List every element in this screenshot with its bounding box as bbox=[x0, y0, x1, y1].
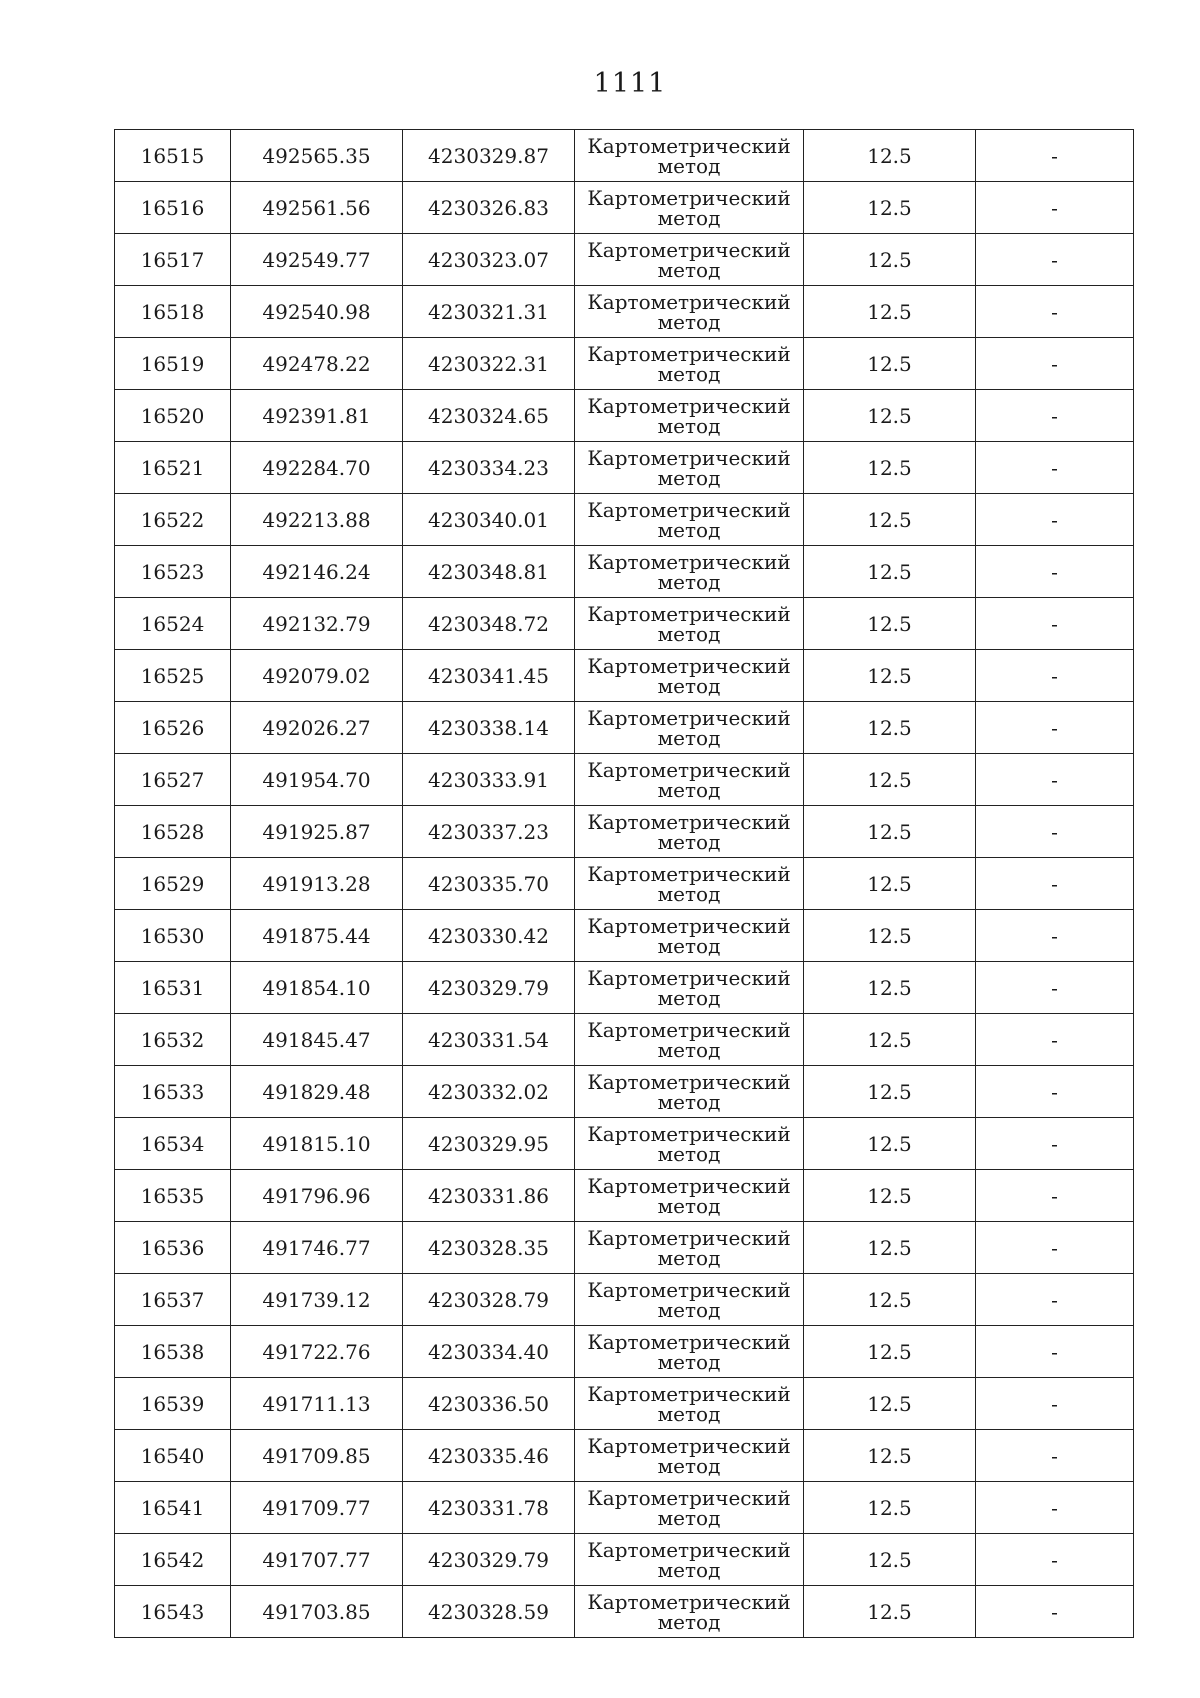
y-coordinate-cell: 4230337.23 bbox=[403, 806, 575, 858]
x-coordinate-cell: 491703.85 bbox=[231, 1586, 403, 1638]
accuracy-cell: 12.5 bbox=[804, 598, 976, 650]
method-cell bbox=[575, 1118, 804, 1170]
accuracy-cell: 12.5 bbox=[804, 286, 976, 338]
accuracy-cell: 12.5 bbox=[804, 1378, 976, 1430]
method-line-2: метод bbox=[657, 933, 721, 958]
note-cell: - bbox=[976, 1222, 1134, 1274]
accuracy-cell: 12.5 bbox=[804, 806, 976, 858]
method-line-2: метод bbox=[657, 517, 721, 542]
x-coordinate-cell: 491913.28 bbox=[231, 858, 403, 910]
table-row bbox=[115, 1118, 1134, 1170]
method-line-2: метод bbox=[657, 153, 721, 178]
method-line-1: Картометрический bbox=[587, 913, 791, 938]
table-row bbox=[115, 1534, 1134, 1586]
method-line-2: метод bbox=[657, 829, 721, 854]
y-coordinate-cell: 4230332.02 bbox=[403, 1066, 575, 1118]
method-cell bbox=[575, 1326, 804, 1378]
method-line-2: метод bbox=[657, 1505, 721, 1530]
point-id-cell: 16525 bbox=[115, 650, 231, 702]
point-id-cell: 16532 bbox=[115, 1014, 231, 1066]
method-cell bbox=[575, 598, 804, 650]
note-cell: - bbox=[976, 494, 1134, 546]
y-coordinate-cell: 4230335.70 bbox=[403, 858, 575, 910]
x-coordinate-cell: 491845.47 bbox=[231, 1014, 403, 1066]
y-coordinate-cell: 4230321.31 bbox=[403, 286, 575, 338]
point-id-cell: 16516 bbox=[115, 182, 231, 234]
point-id-cell: 16530 bbox=[115, 910, 231, 962]
x-coordinate-cell: 492213.88 bbox=[231, 494, 403, 546]
point-id-cell: 16527 bbox=[115, 754, 231, 806]
method-cell bbox=[575, 1014, 804, 1066]
x-coordinate-cell: 492026.27 bbox=[231, 702, 403, 754]
method-line-1: Картометрический bbox=[587, 1537, 791, 1562]
x-coordinate-cell: 491925.87 bbox=[231, 806, 403, 858]
accuracy-cell: 12.5 bbox=[804, 1326, 976, 1378]
accuracy-cell: 12.5 bbox=[804, 442, 976, 494]
method-line-1: Картометрический bbox=[587, 393, 791, 418]
x-coordinate-cell: 491954.70 bbox=[231, 754, 403, 806]
method-line-2: метод bbox=[657, 1557, 721, 1582]
method-line-1: Картометрический bbox=[587, 549, 791, 574]
y-coordinate-cell: 4230330.42 bbox=[403, 910, 575, 962]
y-coordinate-cell: 4230331.86 bbox=[403, 1170, 575, 1222]
note-cell: - bbox=[976, 234, 1134, 286]
method-line-2: метод bbox=[657, 309, 721, 334]
x-coordinate-cell: 491707.77 bbox=[231, 1534, 403, 1586]
method-cell bbox=[575, 1430, 804, 1482]
method-line-1: Картометрический bbox=[587, 653, 791, 678]
table-row bbox=[115, 806, 1134, 858]
point-id-cell: 16518 bbox=[115, 286, 231, 338]
method-line-1: Картометрический bbox=[587, 757, 791, 782]
y-coordinate-cell: 4230328.59 bbox=[403, 1586, 575, 1638]
y-coordinate-cell: 4230331.54 bbox=[403, 1014, 575, 1066]
note-cell: - bbox=[976, 806, 1134, 858]
method-line-2: метод bbox=[657, 1609, 721, 1634]
accuracy-cell: 12.5 bbox=[804, 858, 976, 910]
method-line-1: Картометрический bbox=[587, 289, 791, 314]
method-line-1: Картометрический bbox=[587, 809, 791, 834]
note-cell: - bbox=[976, 1066, 1134, 1118]
accuracy-cell: 12.5 bbox=[804, 182, 976, 234]
point-id-cell: 16541 bbox=[115, 1482, 231, 1534]
table-row bbox=[115, 182, 1134, 234]
method-line-1: Картометрический bbox=[587, 1329, 791, 1354]
method-line-1: Картометрический bbox=[587, 1173, 791, 1198]
method-line-1: Картометрический bbox=[587, 497, 791, 522]
x-coordinate-cell: 491815.10 bbox=[231, 1118, 403, 1170]
x-coordinate-cell: 492146.24 bbox=[231, 546, 403, 598]
x-coordinate-cell: 491829.48 bbox=[231, 1066, 403, 1118]
method-cell bbox=[575, 754, 804, 806]
note-cell: - bbox=[976, 858, 1134, 910]
table-row bbox=[115, 338, 1134, 390]
method-line-2: метод bbox=[657, 257, 721, 282]
method-cell bbox=[575, 962, 804, 1014]
point-id-cell: 16537 bbox=[115, 1274, 231, 1326]
accuracy-cell: 12.5 bbox=[804, 910, 976, 962]
y-coordinate-cell: 4230334.23 bbox=[403, 442, 575, 494]
y-coordinate-cell: 4230322.31 bbox=[403, 338, 575, 390]
method-cell bbox=[575, 494, 804, 546]
method-line-2: метод bbox=[657, 1037, 721, 1062]
method-cell bbox=[575, 1378, 804, 1430]
method-cell bbox=[575, 234, 804, 286]
method-line-2: метод bbox=[657, 621, 721, 646]
method-line-1: Картометрический bbox=[587, 185, 791, 210]
point-id-cell: 16528 bbox=[115, 806, 231, 858]
table-row bbox=[115, 1430, 1134, 1482]
note-cell: - bbox=[976, 338, 1134, 390]
table-row bbox=[115, 910, 1134, 962]
method-line-1: Картометрический bbox=[587, 1225, 791, 1250]
method-line-1: Картометрический bbox=[587, 237, 791, 262]
table-row bbox=[115, 234, 1134, 286]
accuracy-cell: 12.5 bbox=[804, 494, 976, 546]
table-row bbox=[115, 130, 1134, 182]
accuracy-cell: 12.5 bbox=[804, 1274, 976, 1326]
y-coordinate-cell: 4230334.40 bbox=[403, 1326, 575, 1378]
accuracy-cell: 12.5 bbox=[804, 338, 976, 390]
table-row bbox=[115, 702, 1134, 754]
point-id-cell: 16543 bbox=[115, 1586, 231, 1638]
table-row bbox=[115, 286, 1134, 338]
method-cell bbox=[575, 442, 804, 494]
method-cell bbox=[575, 338, 804, 390]
point-id-cell: 16524 bbox=[115, 598, 231, 650]
note-cell: - bbox=[976, 702, 1134, 754]
method-cell bbox=[575, 858, 804, 910]
x-coordinate-cell: 491709.77 bbox=[231, 1482, 403, 1534]
table-row bbox=[115, 1482, 1134, 1534]
method-line-2: метод bbox=[657, 205, 721, 230]
note-cell: - bbox=[976, 754, 1134, 806]
accuracy-cell: 12.5 bbox=[804, 1430, 976, 1482]
point-id-cell: 16517 bbox=[115, 234, 231, 286]
method-line-1: Картометрический bbox=[587, 1485, 791, 1510]
accuracy-cell: 12.5 bbox=[804, 1066, 976, 1118]
method-cell bbox=[575, 1170, 804, 1222]
coordinates-table bbox=[114, 129, 1134, 1638]
table-row bbox=[115, 1326, 1134, 1378]
y-coordinate-cell: 4230329.79 bbox=[403, 962, 575, 1014]
accuracy-cell: 12.5 bbox=[804, 130, 976, 182]
table-row bbox=[115, 1014, 1134, 1066]
y-coordinate-cell: 4230323.07 bbox=[403, 234, 575, 286]
x-coordinate-cell: 492561.56 bbox=[231, 182, 403, 234]
table-row bbox=[115, 1222, 1134, 1274]
accuracy-cell: 12.5 bbox=[804, 650, 976, 702]
x-coordinate-cell: 492391.81 bbox=[231, 390, 403, 442]
note-cell: - bbox=[976, 546, 1134, 598]
table-row bbox=[115, 598, 1134, 650]
table-row bbox=[115, 1170, 1134, 1222]
method-line-2: метод bbox=[657, 361, 721, 386]
method-line-2: метод bbox=[657, 1245, 721, 1270]
x-coordinate-cell: 491711.13 bbox=[231, 1378, 403, 1430]
table-body bbox=[115, 130, 1134, 1638]
x-coordinate-cell: 491709.85 bbox=[231, 1430, 403, 1482]
y-coordinate-cell: 4230336.50 bbox=[403, 1378, 575, 1430]
method-line-2: метод bbox=[657, 1141, 721, 1166]
method-line-1: Картометрический bbox=[587, 1433, 791, 1458]
table-row bbox=[115, 546, 1134, 598]
method-cell bbox=[575, 130, 804, 182]
y-coordinate-cell: 4230326.83 bbox=[403, 182, 575, 234]
method-cell bbox=[575, 546, 804, 598]
method-cell bbox=[575, 650, 804, 702]
x-coordinate-cell: 491722.76 bbox=[231, 1326, 403, 1378]
method-cell bbox=[575, 1274, 804, 1326]
note-cell: - bbox=[976, 1326, 1134, 1378]
x-coordinate-cell: 491875.44 bbox=[231, 910, 403, 962]
y-coordinate-cell: 4230341.45 bbox=[403, 650, 575, 702]
note-cell: - bbox=[976, 1534, 1134, 1586]
point-id-cell: 16542 bbox=[115, 1534, 231, 1586]
note-cell: - bbox=[976, 962, 1134, 1014]
accuracy-cell: 12.5 bbox=[804, 390, 976, 442]
note-cell: - bbox=[976, 650, 1134, 702]
y-coordinate-cell: 4230329.95 bbox=[403, 1118, 575, 1170]
note-cell: - bbox=[976, 390, 1134, 442]
x-coordinate-cell: 492540.98 bbox=[231, 286, 403, 338]
y-coordinate-cell: 4230338.14 bbox=[403, 702, 575, 754]
y-coordinate-cell: 4230348.72 bbox=[403, 598, 575, 650]
method-line-2: метод bbox=[657, 1349, 721, 1374]
method-cell bbox=[575, 1222, 804, 1274]
method-line-2: метод bbox=[657, 777, 721, 802]
x-coordinate-cell: 492478.22 bbox=[231, 338, 403, 390]
accuracy-cell: 12.5 bbox=[804, 962, 976, 1014]
method-cell bbox=[575, 182, 804, 234]
accuracy-cell: 12.5 bbox=[804, 546, 976, 598]
x-coordinate-cell: 492565.35 bbox=[231, 130, 403, 182]
note-cell: - bbox=[976, 910, 1134, 962]
x-coordinate-cell: 491854.10 bbox=[231, 962, 403, 1014]
method-cell bbox=[575, 702, 804, 754]
note-cell: - bbox=[976, 442, 1134, 494]
table-row bbox=[115, 494, 1134, 546]
note-cell: - bbox=[976, 1430, 1134, 1482]
point-id-cell: 16521 bbox=[115, 442, 231, 494]
method-line-1: Картометрический bbox=[587, 1381, 791, 1406]
y-coordinate-cell: 4230328.35 bbox=[403, 1222, 575, 1274]
x-coordinate-cell: 492549.77 bbox=[231, 234, 403, 286]
x-coordinate-cell: 491796.96 bbox=[231, 1170, 403, 1222]
note-cell: - bbox=[976, 130, 1134, 182]
table-row bbox=[115, 962, 1134, 1014]
y-coordinate-cell: 4230331.78 bbox=[403, 1482, 575, 1534]
method-line-1: Картометрический bbox=[587, 1121, 791, 1146]
accuracy-cell: 12.5 bbox=[804, 1118, 976, 1170]
table-row bbox=[115, 650, 1134, 702]
note-cell: - bbox=[976, 1170, 1134, 1222]
method-line-1: Картометрический bbox=[587, 1069, 791, 1094]
accuracy-cell: 12.5 bbox=[804, 1222, 976, 1274]
method-line-1: Картометрический bbox=[587, 133, 791, 158]
accuracy-cell: 12.5 bbox=[804, 1482, 976, 1534]
method-line-2: метод bbox=[657, 1401, 721, 1426]
method-line-2: метод bbox=[657, 413, 721, 438]
method-cell bbox=[575, 806, 804, 858]
method-line-1: Картометрический bbox=[587, 601, 791, 626]
point-id-cell: 16539 bbox=[115, 1378, 231, 1430]
method-line-1: Картометрический bbox=[587, 1017, 791, 1042]
x-coordinate-cell: 492284.70 bbox=[231, 442, 403, 494]
x-coordinate-cell: 492132.79 bbox=[231, 598, 403, 650]
method-cell bbox=[575, 1586, 804, 1638]
y-coordinate-cell: 4230348.81 bbox=[403, 546, 575, 598]
note-cell: - bbox=[976, 1118, 1134, 1170]
x-coordinate-cell: 491746.77 bbox=[231, 1222, 403, 1274]
y-coordinate-cell: 4230329.79 bbox=[403, 1534, 575, 1586]
method-cell bbox=[575, 1482, 804, 1534]
method-line-1: Картометрический bbox=[587, 965, 791, 990]
method-cell bbox=[575, 910, 804, 962]
point-id-cell: 16526 bbox=[115, 702, 231, 754]
method-line-2: метод bbox=[657, 1297, 721, 1322]
accuracy-cell: 12.5 bbox=[804, 1014, 976, 1066]
method-line-1: Картометрический bbox=[587, 705, 791, 730]
accuracy-cell: 12.5 bbox=[804, 754, 976, 806]
point-id-cell: 16520 bbox=[115, 390, 231, 442]
note-cell: - bbox=[976, 182, 1134, 234]
accuracy-cell: 12.5 bbox=[804, 702, 976, 754]
y-coordinate-cell: 4230329.87 bbox=[403, 130, 575, 182]
method-line-2: метод bbox=[657, 673, 721, 698]
y-coordinate-cell: 4230333.91 bbox=[403, 754, 575, 806]
table-row bbox=[115, 1378, 1134, 1430]
method-line-2: метод bbox=[657, 1089, 721, 1114]
method-line-1: Картометрический bbox=[587, 341, 791, 366]
y-coordinate-cell: 4230324.65 bbox=[403, 390, 575, 442]
table-row bbox=[115, 1586, 1134, 1638]
y-coordinate-cell: 4230328.79 bbox=[403, 1274, 575, 1326]
table-row bbox=[115, 390, 1134, 442]
point-id-cell: 16519 bbox=[115, 338, 231, 390]
method-line-2: метод bbox=[657, 881, 721, 906]
accuracy-cell: 12.5 bbox=[804, 1586, 976, 1638]
point-id-cell: 16540 bbox=[115, 1430, 231, 1482]
note-cell: - bbox=[976, 598, 1134, 650]
method-line-2: метод bbox=[657, 985, 721, 1010]
point-id-cell: 16522 bbox=[115, 494, 231, 546]
method-line-2: метод bbox=[657, 1193, 721, 1218]
table-row bbox=[115, 754, 1134, 806]
note-cell: - bbox=[976, 1378, 1134, 1430]
method-line-1: Картометрический bbox=[587, 445, 791, 470]
x-coordinate-cell: 491739.12 bbox=[231, 1274, 403, 1326]
point-id-cell: 16534 bbox=[115, 1118, 231, 1170]
method-line-1: Картометрический bbox=[587, 1589, 791, 1614]
method-line-1: Картометрический bbox=[587, 1277, 791, 1302]
point-id-cell: 16533 bbox=[115, 1066, 231, 1118]
accuracy-cell: 12.5 bbox=[804, 1170, 976, 1222]
y-coordinate-cell: 4230340.01 bbox=[403, 494, 575, 546]
note-cell: - bbox=[976, 1014, 1134, 1066]
point-id-cell: 16536 bbox=[115, 1222, 231, 1274]
note-cell: - bbox=[976, 1274, 1134, 1326]
accuracy-cell: 12.5 bbox=[804, 234, 976, 286]
method-line-2: метод bbox=[657, 569, 721, 594]
table-row bbox=[115, 1066, 1134, 1118]
note-cell: - bbox=[976, 286, 1134, 338]
method-cell bbox=[575, 1534, 804, 1586]
point-id-cell: 16535 bbox=[115, 1170, 231, 1222]
method-cell bbox=[575, 1066, 804, 1118]
method-cell bbox=[575, 390, 804, 442]
method-cell bbox=[575, 286, 804, 338]
method-line-2: метод bbox=[657, 725, 721, 750]
point-id-cell: 16529 bbox=[115, 858, 231, 910]
point-id-cell: 16531 bbox=[115, 962, 231, 1014]
table-row bbox=[115, 1274, 1134, 1326]
x-coordinate-cell: 492079.02 bbox=[231, 650, 403, 702]
note-cell: - bbox=[976, 1586, 1134, 1638]
page-number: 1111 bbox=[593, 68, 667, 99]
table-row bbox=[115, 858, 1134, 910]
method-line-2: метод bbox=[657, 465, 721, 490]
method-line-1: Картометрический bbox=[587, 861, 791, 886]
point-id-cell: 16523 bbox=[115, 546, 231, 598]
y-coordinate-cell: 4230335.46 bbox=[403, 1430, 575, 1482]
point-id-cell: 16515 bbox=[115, 130, 231, 182]
method-line-2: метод bbox=[657, 1453, 721, 1478]
point-id-cell: 16538 bbox=[115, 1326, 231, 1378]
table-row bbox=[115, 442, 1134, 494]
note-cell: - bbox=[976, 1482, 1134, 1534]
accuracy-cell: 12.5 bbox=[804, 1534, 976, 1586]
